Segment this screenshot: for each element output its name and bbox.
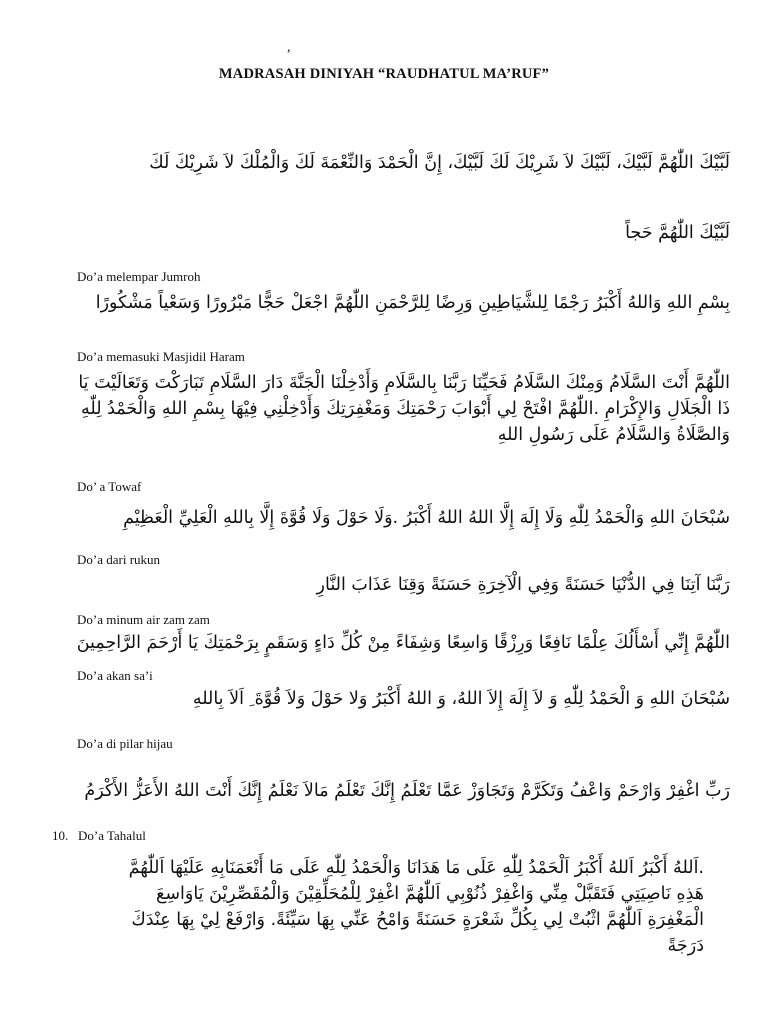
section-arabic-pilar-hijau: رَبِّ اغْفِرْ وَارْحَمْ وَاعْفُ وَتَكَرَّمْ وَتَجَاوَزْ عَمَّا تَعْلَمُ إِنَّكَ تَعْلَمُ مَالاَ نَعْلَمُ إِنَّكَ أَنْتَ اللهُ الأَعَزُّ الأَكْرَمُ (84, 781, 730, 801)
section-arabic-towaf: سُبْحَانَ اللهِ وَالْحَمْدُ لِلّٰهِ وَلَا إِلَهَ إِلَّا اللهُ اللهُ أَكْبَرُ .وَلَا حَوْلَ وَلَا قُوَّةَ إِلَّا بِاللهِ الْعَلِيِّ الْعَظِيْمِ (123, 508, 730, 528)
section-arabic-zamzam: اللّٰهُمَّ إِنِّي أَسْأَلُكَ عِلْمًا نَافِعًا وَرِزْقًا وَاسِعًا وَشِفَاءً مِنْ كُلِّ دَاءٍ وَسَقَمٍ بِرَحْمَتِكَ يَا أَرْحَمَ الرَّاحِمِينَ (76, 633, 730, 653)
section-label-tahalul (52, 828, 146, 844)
section-arabic-sai: سُبْحَانَ اللهِ وَ الْحَمْدُ لِلّٰهِ وَ لاَ إِلَهَ إِلاَ اللهُ، وَ اللهُ أَكْبَرُ وَلا حَوْلَ وَلاَ قُوَّةَ ِ اَلاَ بِاللهِ (192, 689, 730, 709)
section-arabic-jumroh: بِسْمِ اللهِ وَاللهُ أَكْبَرُ رَجْمًا لِلشَّيَاطِينِ وَرِضًا لِلرَّحْمَنِ اللّٰهُمَّ اجْعَلْ حَجًّا مَبْرُورًا وَسَعْياً مَشْكُورًا (95, 293, 730, 313)
section-label-pilar-hijau: Do’a di pilar hijau (77, 736, 173, 751)
talbiyah-line-2: لَبَّيْكَ اللّٰهُمَّ حَجاً (625, 223, 730, 243)
section-label-masjidil-haram: Do’a memasuki Masjidil Haram (77, 349, 245, 364)
section-arabic-rukun: رَبَّنَا آتِنَا فِي الدُّنْيَا حَسَنَةً وَفِي الْآخِرَةِ حَسَنَةً وَقِنَا عَذَابَ النَّارِ (316, 575, 730, 595)
section-label-zamzam: Do’a minum air zam zam (77, 612, 210, 627)
section-label-towaf: Do’ a Towaf (77, 479, 142, 494)
section-label-rukun: Do’a dari rukun (77, 552, 161, 567)
stray-comma: , (287, 40, 291, 55)
talbiyah-line-1: لَبَّيْكَ اللّٰهُمَّ لَبَّيْكَ، لَبَّيْكَ لاَ شَرِيْكَ لَكَ لَبَّيْكَ، إِنَّ الْحَمْدَ وَالنِّعْمَةَ لَكَ وَالْمُلْكَ لاَ شَرِيْكَ لَكَ (149, 153, 730, 173)
document-title: MADRASAH DINIYAH “RAUDHATUL MA’RUF” (218, 66, 550, 82)
section-label-jumroh: Do’a melempar Jumroh (77, 269, 201, 284)
section-label-text: Do’a Tahalul (78, 828, 146, 843)
section-label-sai: Do’a akan sa’i (77, 668, 153, 683)
section-arabic-tahalul: .اَللهُ أَكْبَرُ اَللهُ أَكْبَرُ اَلْحَمْدُ لِلّٰهِ عَلَى مَا هَدَانَا وَالْحَمْدُ لِلّٰهِ عَلَى مَا أَنْعَمَنَابِهِ عَلَيْهَا اَللّٰهُمَّ هَذِهِ نَاصِيَتِي فَتَقَبَّلْ مِنِّي وَاغْفِرْ ذُنُوْبِي اَللّٰهُمَّ اغْفِرْ لِلْمُحَلِّقِيْنَ وَالْمُقَصِّرِيْنَ يَاوَاسِعَ الْمَغْفِرَةِ اَللّٰهُمَّ اثْبُتْ لِي بِكُلِّ شَعْرَةٍ حَسَنَةً وَامْحُ عَنِّي بِهَا سَيِّئَةً. وَارْفَعْ لِيْ بِهَا عِنْدَكَ دَرَجَةً (128, 858, 704, 956)
section-arabic-masjidil-haram: اللّٰهُمَّ أَنْتَ السَّلَامُ وَمِنْكَ السَّلَامُ فَحَيِّنَا رَبَّنَا بِالسَّلَامِ وَأَدْخِلْنَا الْجَنَّةَ دَارَ السَّلَامِ تَبَارَكْتَ وَتَعَالَيْتَ يَا ذَا الْجَلَالِ وَالإِكْرَامِ .اللّٰهُمَّ افْتَحْ لِي أَبْوَابَ رَحْمَتِكَ وَمَغْفِرَتِكَ وَأَدْخِلْنِي فِيْهَا بِسْمِ اللهِ وَالْحَمْدُ لِلّٰهِ وَالصَّلَاةُ وَالسَّلَامُ عَلَى رَسُولِ اللهِ (78, 373, 730, 445)
section-number: 10. (52, 828, 69, 843)
